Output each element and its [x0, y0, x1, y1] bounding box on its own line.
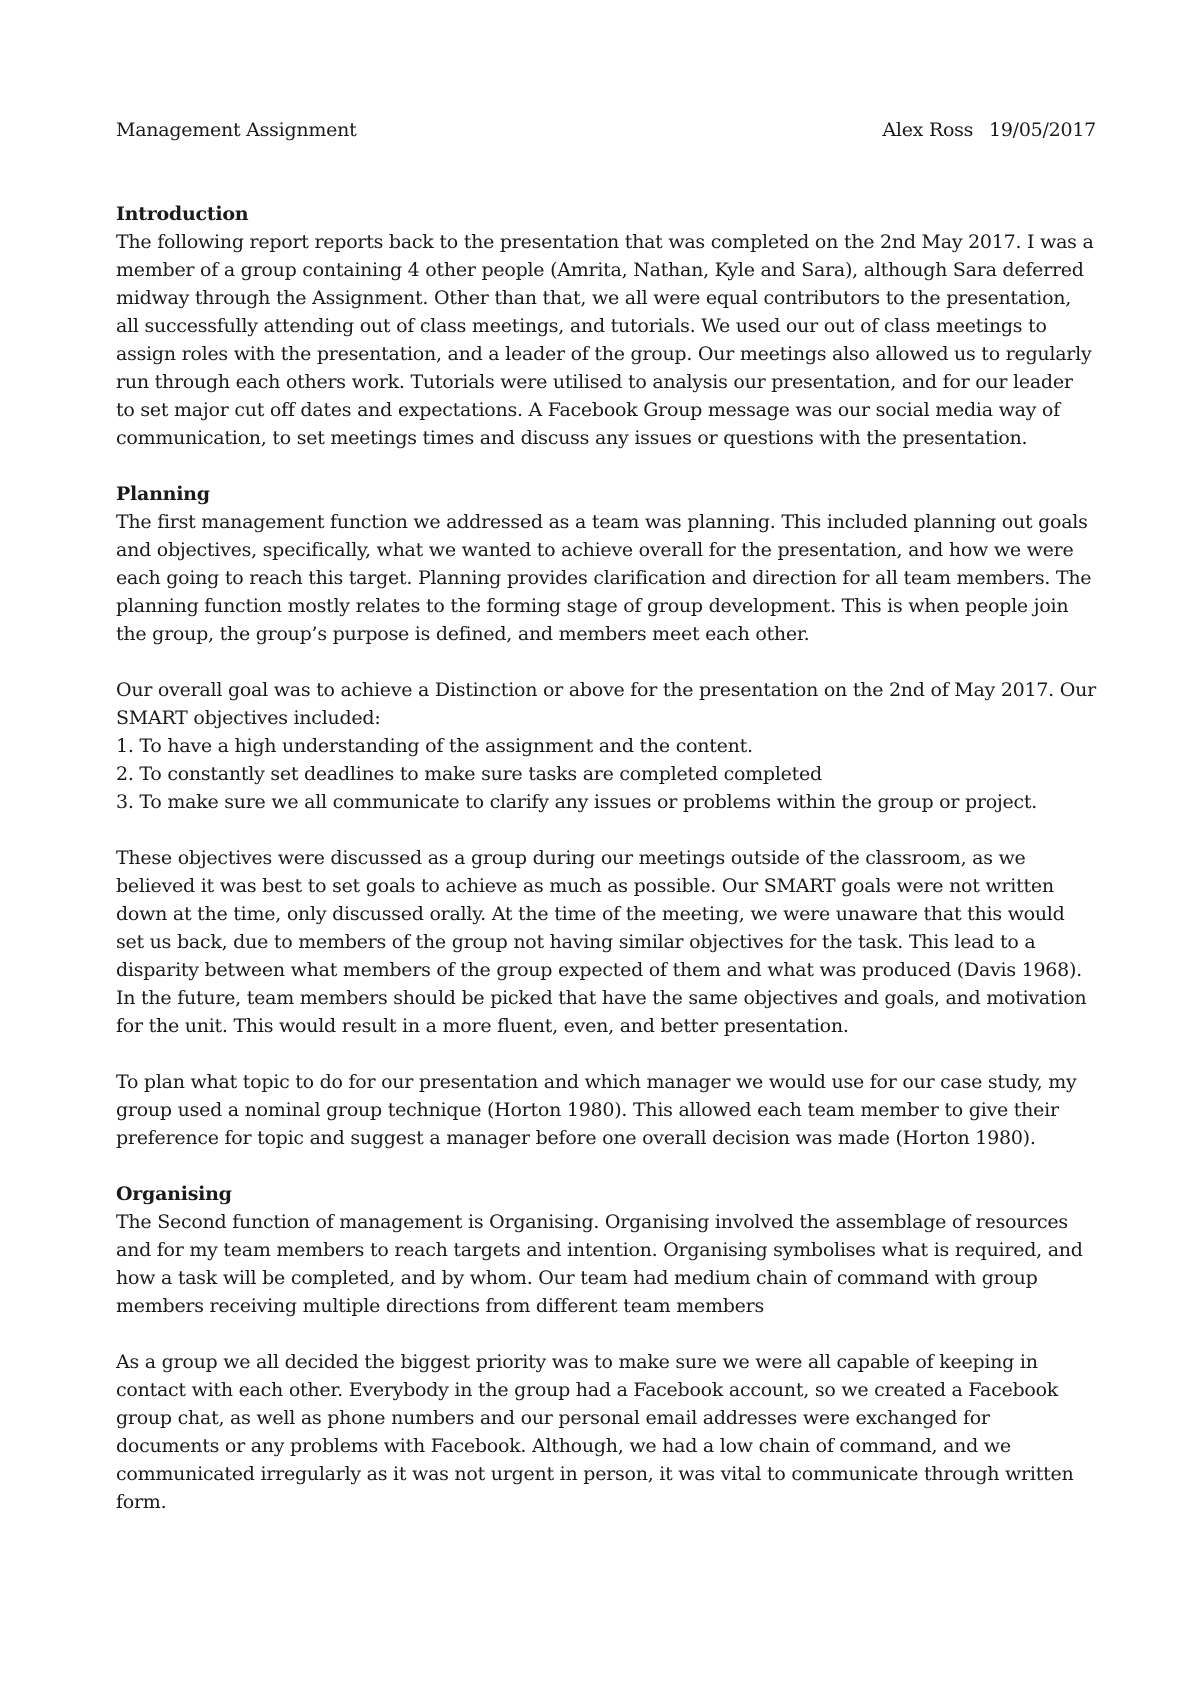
objective-item: 1. To have a high understanding of the assignment and the content. — [116, 735, 753, 757]
document-header — [116, 116, 1096, 144]
planning-paragraph-1: The first management function we addressed as a team was planning. This included planning out goals and objectives, specifically, what we wanted to achieve overall for the presentation, and how we were each going to reach this target. Planning provides clarification and direction for all team members. The planning function mostly relates to the forming stage of group development. This is when people join the group, the group’s purpose is defined, and members meet each other. — [116, 511, 1092, 645]
introduction-heading: Introduction — [116, 203, 249, 225]
organising-paragraph-1: The Second function of management is Organising. Organising involved the assemblage of resources and for my team members to reach targets and intention. Organising symbolises what is required, and how a task will be completed, and by whom. Our team had medium chain of command with group members receiving multiple directions from different team members — [116, 1211, 1083, 1317]
planning-heading: Planning — [116, 483, 210, 505]
introduction-paragraph: The following report reports back to the presentation that was completed on the 2nd May 2017. I was a member of a group containing 4 other people (Amrita, Nathan, Kyle and Sara), although Sara deferred midway through the Assignment. Other than that, we all were equal contributors to the presentation, all successfully attending out of class meetings, and tutorials. We used our out of class meetings to assign roles with the presentation, and a leader of the group. Our meetings also allowed us to regularly run through each others work. Tutorials were utilised to analysis our presentation, and for our leader to set major cut off dates and expectations. A Facebook Group message was our social media way of communication, to set meetings times and discuss any issues or questions with the presentation. — [116, 231, 1094, 449]
document-body — [116, 116, 1096, 1544]
section-planning — [116, 480, 1096, 1152]
author-date — [882, 116, 1096, 144]
smart-objectives-list — [116, 732, 1096, 816]
section-introduction — [116, 200, 1096, 452]
planning-paragraph-4: To plan what topic to do for our presentation and which manager we would use for our case study, my group used a nominal group technique (Horton 1980). This allowed each team member to give their preference for topic and suggest a manager before one overall decision was made (Horton 1980). — [116, 1071, 1077, 1149]
organising-paragraph-2: As a group we all decided the biggest priority was to make sure we were all capable of keeping in contact with each other. Everybody in the group had a Facebook account, so we created a Facebook group chat, as well as phone numbers and our personal email addresses were exchanged for documents or any problems with Facebook. Although, we had a low chain of command, and we communicated irregularly as it was not urgent in person, it was vital to communicate through written form. — [116, 1351, 1074, 1513]
objective-item: 2. To constantly set deadlines to make sure tasks are completed completed — [116, 763, 822, 785]
author-name: Alex Ross — [882, 119, 974, 141]
document-title: Management Assignment — [116, 119, 357, 141]
planning-goal-intro: Our overall goal was to achieve a Distinction or above for the presentation on the 2nd of May 2017. Our SMART objectives included: — [116, 679, 1096, 729]
document-date: 19/05/2017 — [988, 119, 1096, 141]
planning-paragraph-3: These objectives were discussed as a group during our meetings outside of the classroom, as we believed it was best to set goals to achieve as much as possible. Our SMART goals were not written down at the time, only discussed orally. At the time of the meeting, we were unaware that this would set us back, due to members of the group not having similar objectives for the task. This lead to a disparity between what members of the group expected of them and what was produced (Davis 1968). In the future, team members should be picked that have the same objectives and goals, and motivation for the unit. This would result in a more fluent, even, and better presentation. — [116, 847, 1087, 1037]
section-organising — [116, 1180, 1096, 1516]
planning-goals-block — [116, 676, 1096, 816]
objective-item: 3. To make sure we all communicate to clarify any issues or problems within the group or project. — [116, 791, 1038, 813]
organising-heading: Organising — [116, 1183, 232, 1205]
